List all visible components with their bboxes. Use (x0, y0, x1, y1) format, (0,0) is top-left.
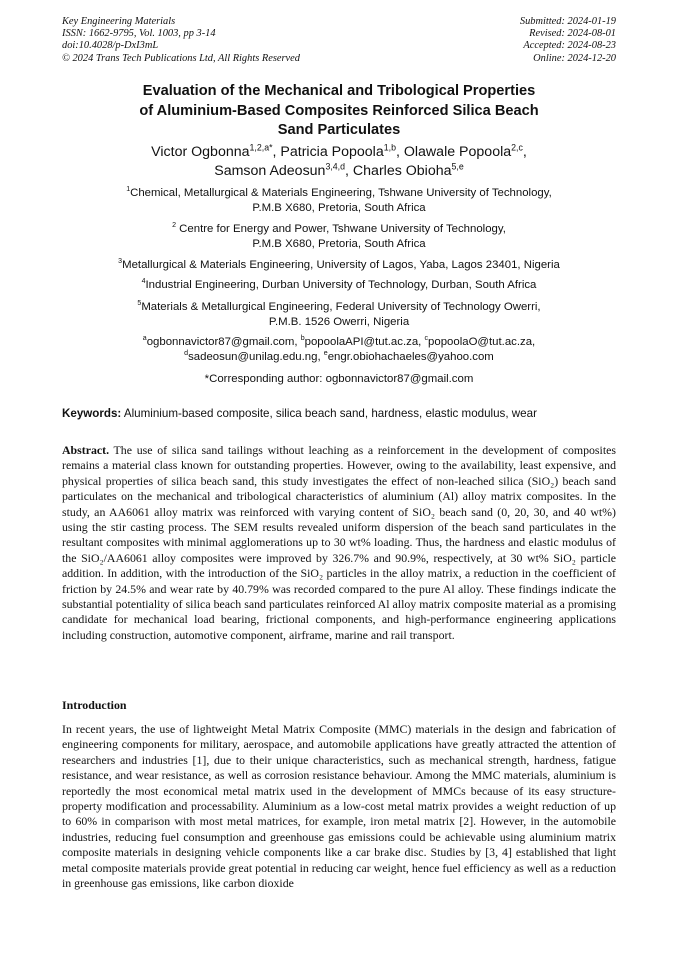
email-address[interactable]: popoolaO@tut.ac.za, (428, 336, 536, 348)
introduction-paragraph: In recent years, the use of lightweight Metal Matrix Composite (MMC) materials in the design and fabrication of engineering components for military, aerospace, and automobile applications have greatly attracted the attention of researchers and industries [1], due to their unique characteristics, such as mechanical strength, hardness, fatigue resistance, and wear resistance, as well as corrosion resistance behaviour. Among the MMC materials, aluminium is reportedly the most economical metal matrix used in the development of MMCs because of its easy structure-property modification and processability. Aluminium as a low-cost metal matrix provides a weight reduction of up to 60% in comparison with most metal matrices, for example, iron metal matrix [2]. However, in the automobile industries, reducing fuel consumption and greenhouse gas emissions could be achievable using aluminium matrix composite materials in designing vehicle components like a car brake disc. Studies by [3, 4] established that light metal composite materials provide great potential in reducing car weight, hence fuel efficiency as well as a reduction in greenhouse gas emissions, like carbon dioxide (62, 722, 616, 891)
author-affiliation-marker: 2,c (511, 142, 523, 153)
author-name: Victor Ogbonna (151, 144, 250, 160)
email-marker: d (184, 350, 189, 358)
doi-line: doi:10.4028/p-DxI3mL (62, 40, 159, 52)
keywords-label: Keywords: (62, 407, 122, 420)
author-separator: , (345, 162, 353, 179)
email-marker: a (142, 335, 147, 343)
author-list (80, 143, 598, 180)
keywords (62, 407, 618, 422)
abstract (62, 443, 616, 643)
paper-title (90, 82, 588, 141)
author-separator: , (395, 144, 404, 160)
author-name: Charles Obioha (352, 162, 452, 179)
author-separator: , (272, 144, 281, 160)
keywords-text: Aluminium-based composite, silica beach sand, hardness, elastic modulus, wear (121, 407, 537, 420)
author-affiliation-marker: 1,b (383, 142, 396, 153)
affiliation-address: P.M.B. 1526 Owerri, Nigeria (268, 315, 410, 328)
email-marker: e (323, 350, 328, 358)
copyright-line: © 2024 Trans Tech Publications Ltd, All Rights Reserved (62, 52, 300, 64)
author-line-2 (80, 162, 598, 181)
email-list (62, 335, 616, 366)
author-affiliation-marker: 5,e (451, 160, 464, 171)
author-name: Samson Adeosun (214, 162, 326, 179)
email-marker: c (424, 335, 429, 343)
online-date: Online: 2024-12-20 (533, 52, 616, 64)
corresponding-author: *Corresponding author: ogbonnavictor87@gmail.com (204, 373, 474, 385)
title-line: Sand Particulates (277, 122, 401, 139)
email-marker: b (300, 335, 305, 343)
affiliation-3 (62, 258, 616, 273)
author-name: Patricia Popoola (280, 144, 384, 160)
affiliation-text: Centre for Energy and Power, Tshwane University of Technology, (176, 223, 506, 235)
submitted-date: Submitted: 2024-01-19 (519, 16, 616, 27)
author-affiliation-marker: 3,4,d (325, 160, 346, 171)
affiliation-address: P.M.B X680, Pretoria, South Africa (252, 237, 426, 250)
affiliation-marker: 5 (137, 300, 142, 308)
journal-header-left (62, 16, 300, 65)
affiliation-marker: 3 (118, 258, 123, 266)
abstract-label: Abstract. (62, 443, 110, 457)
abstract-text: The use of silica sand tailings without leaching as a reinforcement in the development of composites remains a material class known for outstanding properties. However, owing to the availability, least expensive, and physical properties of silica beach sand, this study investigates the effect of non-leached silica (SiO₂) beach sand particulates on the mechanical and tribological characteristics of aluminium (Al) alloy matrix composites. In the study, an AA6061 alloy matrix was reinforced with varying content of SiO₂ beach sand (0, 20, 30, and 40 wt%) using the stir casting process. The SEM results revealed uniform dispersion of the beach sand particulates in the resultant composites with minimal agglomerations up to 30 wt% loading. Thus, the hardness and elastic modulus of the SiO₂/AA6061 alloy composites were improved by 326.7% and 90.9%, respectively, at 30 wt% SiO₂ particle addition. In addition, with the introduction of the SiO₂ particles in the alloy matrix, a reduction in the coefficient of friction by 24.5% and wear rate by 40.79% was recorded compared to the pure Al alloy. These findings indicate the substantial potentiality of silica beach sand particulates reinforced Al alloy matrix composite material as a promising candidate for mechanical load bearing, frictional components, and high-performance engineering applications including construction, automotive component, airframe, marine and rail transport. (62, 443, 616, 642)
revised-date: Revised: 2024-08-01 (529, 28, 616, 40)
affiliation-2 (62, 222, 616, 252)
affiliation-address: P.M.B X680, Pretoria, South Africa (252, 201, 426, 214)
affiliation-4 (62, 278, 616, 293)
affiliation-text: Materials & Metallurgical Engineering, Federal University of Technology Owerri, (141, 301, 541, 313)
section-heading-introduction: Introduction (62, 698, 127, 712)
email-address[interactable]: popoolaAPI@tut.ac.za, (304, 336, 425, 348)
affiliation-5 (62, 300, 616, 330)
affiliation-1 (62, 186, 616, 216)
affiliation-text: Metallurgical & Materials Engineering, University of Lagos, Yaba, Lagos 23401, Nigeria (122, 259, 560, 271)
issn-line: ISSN: 1662-9795, Vol. 1003, pp 3-14 (62, 28, 216, 40)
email-address[interactable]: sadeosun@unilag.edu.ng, (188, 351, 324, 364)
affiliation-text: Chemical, Metallurgical & Materials Engineering, Tshwane University of Technology, (130, 187, 552, 199)
email-address[interactable]: ogbonnavictor87@gmail.com, (146, 336, 301, 348)
journal-name: Key Engineering Materials (62, 16, 176, 27)
affiliation-text: Industrial Engineering, Durban University of Technology, Durban, South Africa (145, 279, 537, 291)
journal-header-right (520, 16, 616, 65)
author-separator: , (522, 144, 527, 160)
affiliation-marker: 1 (126, 186, 131, 194)
author-name: Olawale Popoola (403, 144, 512, 160)
title-line: Evaluation of the Mechanical and Tribological Properties (142, 83, 536, 99)
title-line: of Aluminium-Based Composites Reinforced Silica Beach (139, 102, 539, 119)
author-line-1 (80, 143, 598, 162)
affiliation-marker: 4 (141, 278, 146, 286)
accepted-date: Accepted: 2024-08-23 (523, 40, 616, 52)
author-affiliation-marker: 1,2,a* (249, 142, 273, 153)
affiliation-marker: 2 (172, 222, 177, 230)
email-address[interactable]: engr.obiohachaeles@yahoo.com (327, 351, 494, 364)
